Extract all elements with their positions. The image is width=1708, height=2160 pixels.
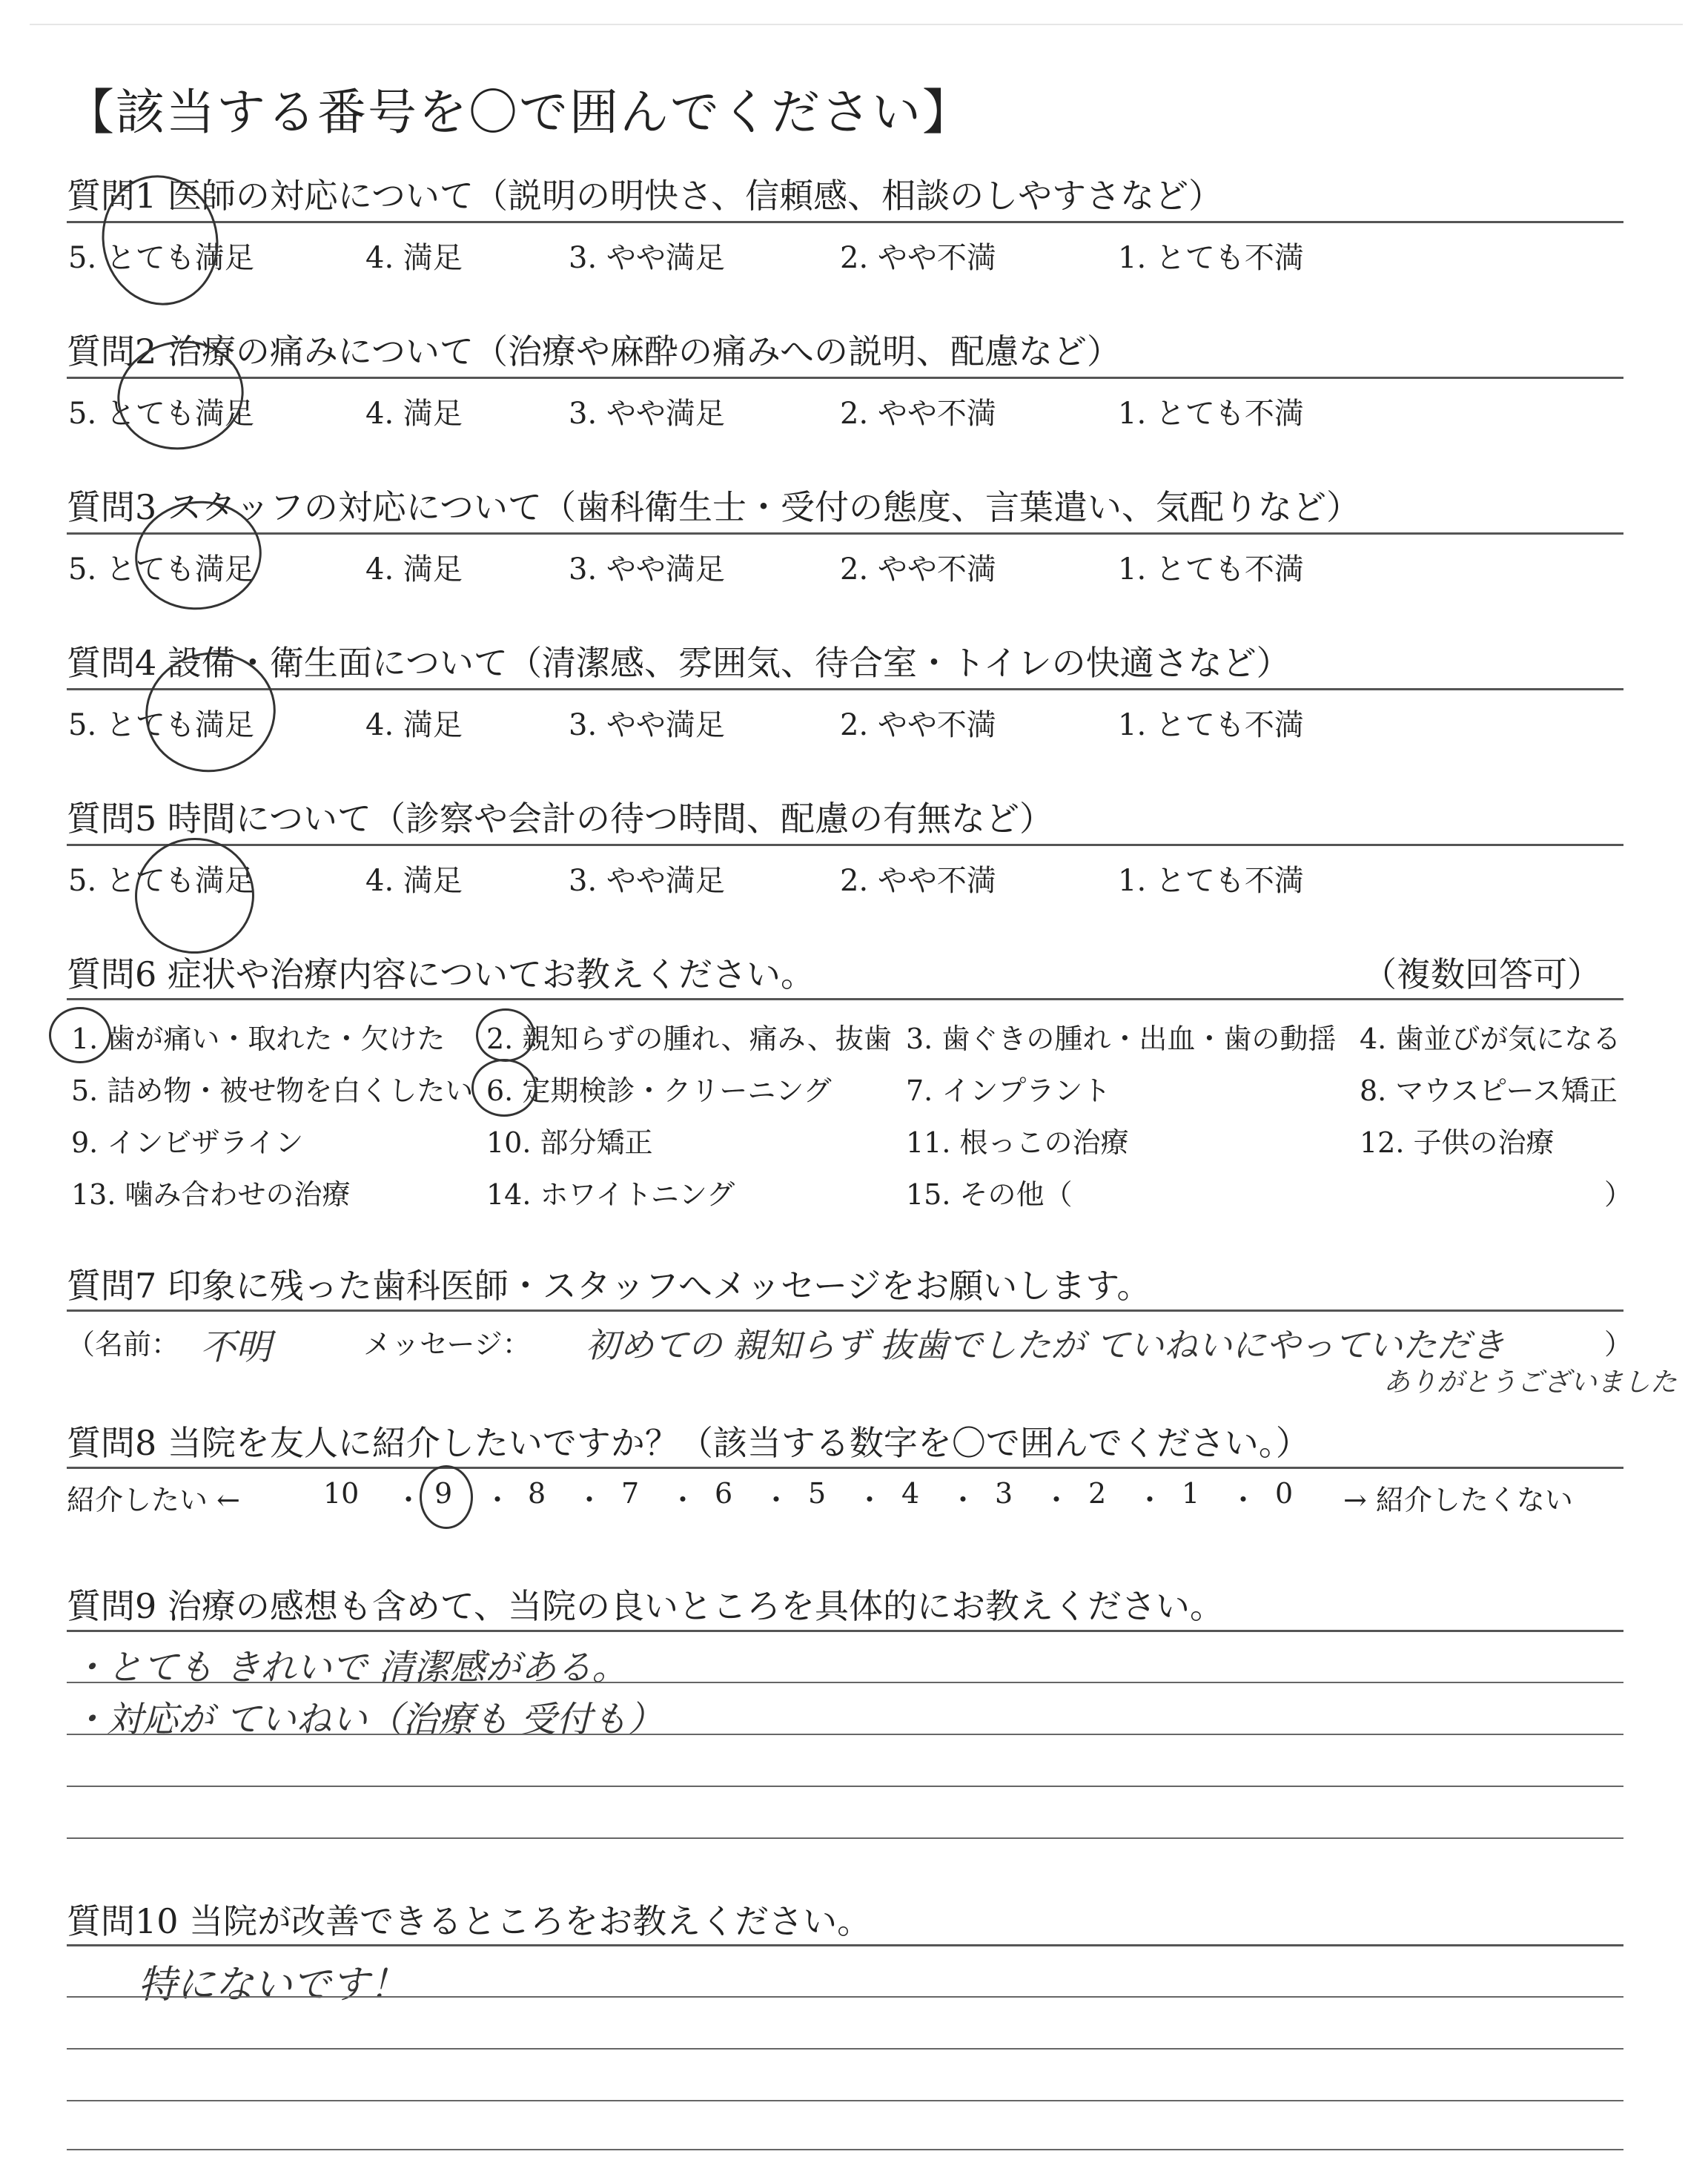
q8-scale-8[interactable]: 8: [528, 1477, 546, 1510]
q1-option-1[interactable]: 1. とても不満: [1118, 241, 1304, 275]
answer-line: [67, 2149, 1623, 2150]
divider: [67, 998, 1623, 1000]
q3-option-3[interactable]: 3. やや満足: [569, 552, 725, 587]
q2-option-3[interactable]: 3. やや満足: [569, 397, 725, 431]
q8-scale-3[interactable]: 3: [995, 1477, 1013, 1510]
q6-circle-2: [476, 1008, 535, 1062]
q6-option-2[interactable]: 2. 親知らずの腫れ、痛み、抜歯: [486, 1023, 892, 1055]
q7-message-continuation[interactable]: ありがとうございました: [1383, 1367, 1678, 1398]
q2-option-1[interactable]: 1. とても不満: [1118, 397, 1304, 431]
scale-dot: ・: [762, 1484, 791, 1516]
q8-scale-1[interactable]: 1: [1182, 1477, 1200, 1510]
q5-option-3[interactable]: 3. やや満足: [569, 864, 725, 898]
answer-line: [67, 1996, 1623, 1998]
q8-scale-0[interactable]: 0: [1275, 1477, 1294, 1510]
scale-dot: ・: [1136, 1484, 1165, 1516]
q6-option-11[interactable]: 11. 根っこの治療: [906, 1126, 1129, 1159]
q8-selection-circle: [420, 1465, 473, 1529]
scale-dot: ・: [669, 1484, 698, 1516]
q5-option-5[interactable]: 5. とても満足: [68, 864, 254, 898]
question-5: 質問5 時間について（診察や会計の待つ時間、配慮の有無など）: [67, 799, 1053, 839]
scale-dot: ・: [483, 1484, 512, 1516]
q4-option-2[interactable]: 2. やや不満: [840, 708, 996, 742]
question-9: 質問9 治療の感想も含めて、当院の良いところを具体的にお教えください。: [67, 1586, 1224, 1626]
q6-option-13[interactable]: 13. 噛み合わせの治療: [71, 1178, 351, 1211]
answer-line: [67, 1734, 1623, 1735]
q3-option-2[interactable]: 2. やや不満: [840, 552, 996, 587]
answer-line: [67, 1786, 1623, 1787]
question-6: 質問6 症状や治療内容についてお教えください。: [67, 954, 815, 994]
q8-scale-7[interactable]: 7: [621, 1477, 640, 1510]
q1-option-4[interactable]: 4. 満足: [365, 241, 463, 275]
divider: [67, 1467, 1623, 1469]
q4-option-4[interactable]: 4. 満足: [365, 708, 463, 742]
scale-dot: ・: [1229, 1484, 1258, 1516]
q7-name-value[interactable]: 不明: [200, 1327, 272, 1368]
page-title: 【該当する番号を〇で囲んでください】: [65, 84, 973, 141]
q7-name-label: （名前：: [67, 1328, 180, 1361]
q8-right-label: → 紹介したくない: [1343, 1484, 1573, 1516]
q4-option-1[interactable]: 1. とても不満: [1118, 708, 1304, 742]
answer-line: [67, 2100, 1623, 2101]
q6-circle-6: [471, 1059, 537, 1117]
q6-option-5[interactable]: 5. 詰め物・被せ物を白くしたい: [71, 1074, 474, 1107]
q7-message-value[interactable]: 初めての 親知らず 抜歯でしたが ていねいにやっていただき: [586, 1325, 1505, 1365]
q4-option-3[interactable]: 3. やや満足: [569, 708, 725, 742]
q6-option-3[interactable]: 3. 歯ぐきの腫れ・出血・歯の動揺: [906, 1023, 1337, 1055]
q3-option-1[interactable]: 1. とても不満: [1118, 552, 1304, 587]
divider: [67, 221, 1623, 223]
q8-scale-10[interactable]: 10: [323, 1477, 360, 1510]
divider: [67, 1309, 1623, 1312]
q6-option-8[interactable]: 8. マウスピース矯正: [1360, 1074, 1618, 1107]
q6-option-9[interactable]: 9. インビザライン: [71, 1126, 304, 1159]
q7-close: ）: [1604, 1328, 1633, 1361]
q10-answer[interactable]: 特にないです！: [138, 1963, 408, 2007]
q8-scale-9[interactable]: 9: [434, 1477, 453, 1510]
q8-scale-5[interactable]: 5: [808, 1477, 827, 1510]
q8-scale-6[interactable]: 6: [715, 1477, 733, 1510]
q1-option-2[interactable]: 2. やや不満: [840, 241, 996, 275]
q3-option-5[interactable]: 5. とても満足: [68, 552, 254, 587]
q8-scale-2[interactable]: 2: [1088, 1477, 1107, 1510]
q1-option-5[interactable]: 5. とても満足: [68, 241, 254, 275]
divider: [67, 1944, 1623, 1946]
q6-other-close: ）: [1604, 1178, 1633, 1211]
divider: [67, 688, 1623, 690]
q1-option-3[interactable]: 3. やや満足: [569, 241, 725, 275]
q6-option-1[interactable]: 1. 歯が痛い・取れた・欠けた: [71, 1023, 446, 1055]
q6-multiple-note: （複数回答可）: [1363, 954, 1601, 994]
answer-line: [67, 1837, 1623, 1839]
q2-option-5[interactable]: 5. とても満足: [68, 397, 254, 431]
scale-dot: ・: [394, 1484, 423, 1516]
scale-dot: ・: [1042, 1484, 1071, 1516]
top-border: [30, 24, 1683, 25]
q6-option-12[interactable]: 12. 子供の治療: [1360, 1126, 1555, 1159]
answer-line: [67, 2048, 1623, 2050]
question-10: 質問10 当院が改善できるところをお教えください。: [67, 1901, 872, 1941]
q6-option-4[interactable]: 4. 歯並びが気になる: [1360, 1023, 1621, 1055]
scale-dot: ・: [855, 1484, 884, 1516]
q8-scale-4[interactable]: 4: [901, 1477, 920, 1510]
q5-option-4[interactable]: 4. 満足: [365, 864, 463, 898]
q6-circle-1: [49, 1007, 111, 1063]
question-4: 質問4 設備・衛生面について（清潔感、雰囲気、待合室・トイレの快適さなど）: [67, 643, 1291, 683]
divider: [67, 377, 1623, 379]
q9-answer-2[interactable]: ・対応が ていねい（治療も 受付も）: [71, 1699, 663, 1740]
q6-option-6[interactable]: 6. 定期検診・クリーニング: [486, 1074, 832, 1107]
divider: [67, 844, 1623, 846]
q6-option-14[interactable]: 14. ホワイトニング: [486, 1178, 735, 1211]
question-2: 質問2 治療の痛みについて（治療や麻酔の痛みへの説明、配慮など）: [67, 331, 1122, 371]
q4-option-5[interactable]: 5. とても満足: [68, 708, 254, 742]
q3-option-4[interactable]: 4. 満足: [365, 552, 463, 587]
question-7: 質問7 印象に残った歯科医師・スタッフへメッセージをお願いします。: [67, 1266, 1151, 1306]
q7-message-label: メッセージ：: [363, 1328, 531, 1361]
q6-option-10[interactable]: 10. 部分矯正: [486, 1126, 653, 1159]
question-8: 質問8 当院を友人に紹介したいですか？（該当する数字を〇で囲んでください。）: [67, 1423, 1310, 1463]
divider: [67, 532, 1623, 535]
divider: [67, 1630, 1623, 1632]
q6-option-7[interactable]: 7. インプラント: [906, 1074, 1111, 1107]
q5-option-1[interactable]: 1. とても不満: [1118, 864, 1304, 898]
q8-left-label: 紹介したい ←: [67, 1484, 240, 1516]
answer-line: [67, 1682, 1623, 1683]
q2-option-2[interactable]: 2. やや不満: [840, 397, 996, 431]
q2-option-4[interactable]: 4. 満足: [365, 397, 463, 431]
q6-option-15[interactable]: 15. その他（: [906, 1178, 1073, 1211]
q9-answer-1[interactable]: ・とても きれいで 清潔感がある。: [71, 1647, 628, 1688]
scale-dot: ・: [575, 1484, 604, 1516]
q5-selection-circle: [129, 832, 259, 960]
q5-option-2[interactable]: 2. やや不満: [840, 864, 996, 898]
question-1: 質問1 医師の対応について（説明の明快さ、信頼感、相談のしやすさなど）: [67, 176, 1223, 216]
scale-dot: ・: [949, 1484, 978, 1516]
question-3: 質問3 スタッフの対応について（歯科衛生士・受付の態度、言葉遣い、気配りなど）: [67, 487, 1360, 527]
